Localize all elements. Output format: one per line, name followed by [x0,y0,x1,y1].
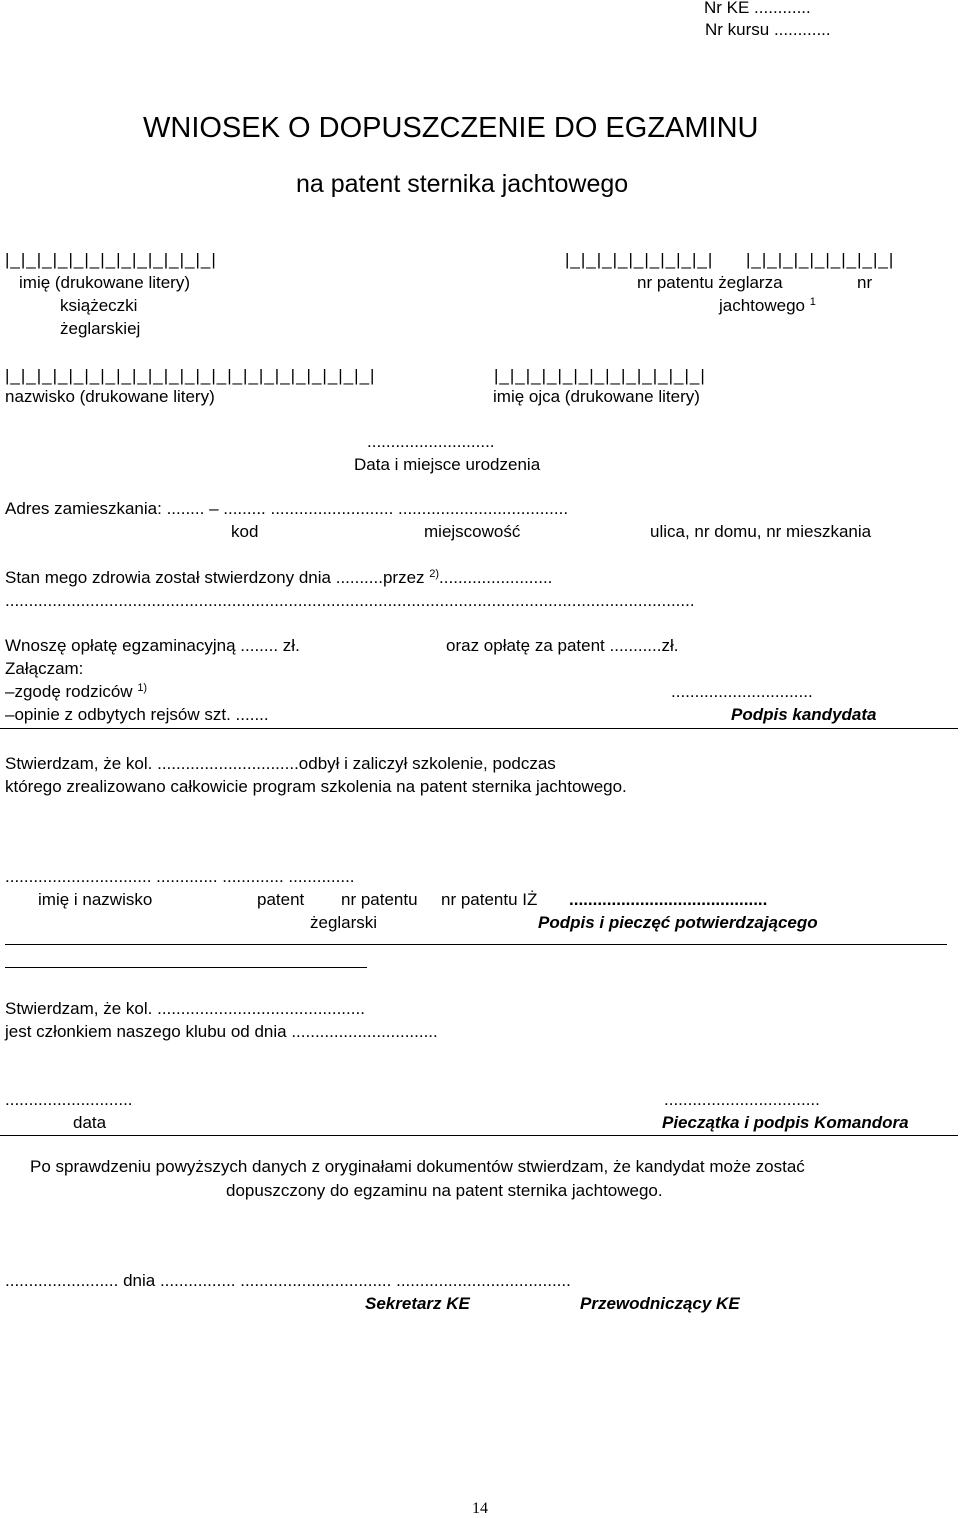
podpis-kandydata: Podpis kandydata [731,705,877,724]
club-line-1: Stwierdzam, że kol. ............................................ [5,999,365,1018]
health-line: Stan mego zdrowia został stwierdzony dnia ..........przez $^{2)}$........................ [5,568,553,587]
sekretarz-ke: Sekretarz KE [365,1294,470,1313]
jachtowego-label: jachtowego $^1$ [719,296,816,315]
club-rule [0,1135,958,1136]
pieczatka-komandora: Pieczątka i podpis Komandora [662,1113,909,1132]
ksiazeczki-label: książeczki [60,296,138,315]
imie-nazwisko-label: imię i nazwisko [38,890,153,909]
nr-label: nr [857,273,873,292]
nazwisko-label: nazwisko (drukowane litery) [5,387,215,406]
imie-ojca-label: imię ojca (drukowane litery) [493,387,700,406]
przewodniczacy-ke: Przewodniczący KE [580,1294,740,1313]
ulica-label: ulica, nr domu, nr mieszkania [650,522,872,541]
imie-boxes: |_|_|_|_|_|_|_|_|_|_|_|_|_| [5,250,217,269]
miejscowosc-label: miejscowość [424,522,521,541]
signature-rule-1 [5,944,947,945]
patent-label: patent [257,890,305,909]
signature-rule-2 [5,967,367,968]
training-line-2: którego zrealizowano całkowicie program szkolenia na patent sternika jachtowego. [5,777,627,796]
nr-patentu-zeglarza-label: nr patentu żeglarza [637,273,783,292]
document-title: WNIOSEK O DOPUSZCZENIE DO EGZAMINU [143,112,759,144]
podpis-potwierdzajacego: Podpis i pieczęć potwierdzającego [538,913,818,932]
club-dots-right: ................................. [664,1090,820,1109]
patent-nr-boxes: |_|_|_|_|_|_|_|_|_| [565,250,714,269]
kod-label: kod [231,522,259,541]
zeglarskiej-label: żeglarskiej [60,319,141,338]
divider-rule [0,728,958,729]
nr-patentu-iz-label: nr patentu IŻ [441,890,538,909]
oplata-patent: oraz opłatę za patent ...........zł. [446,636,679,655]
final-dots-line: ........................ dnia ................ ................................ ..................................... [5,1271,571,1290]
zalaczam-label: Załączam: [5,659,84,678]
birth-label: Data i miejsce urodzenia [354,455,541,474]
kandydat-sig-dots: .............................. [671,682,813,701]
footnote-1: 1 [809,296,816,308]
training-line-1: Stwierdzam, że kol. ..............................odbył i zaliczył szkolenie, podczas [5,754,556,773]
potwierdzajacy-sig-dots: .......................................... [569,890,768,909]
data-label: data [73,1113,107,1132]
ksiazeczka-nr-boxes: |_|_|_|_|_|_|_|_|_| [746,250,895,269]
document-subtitle: na patent sternika jachtowego [296,170,629,198]
nazwisko-boxes: |_|_|_|_|_|_|_|_|_|_|_|_|_|_|_|_|_|_|_|_|_|_|_| [5,366,376,385]
page-number: 14 [472,1500,488,1517]
health-dots-line: .................................................................................................................................................. [5,591,695,610]
zeglarski-label: żeglarski [310,913,378,932]
verification-line-1: Po sprawdzeniu powyższych danych z oryginałami dokumentów stwierdzam, że kandydat może zostać [30,1157,805,1176]
address-line: Adres zamieszkania: ........ – ......... .......................... .................................... [5,499,569,518]
training-dots: ............................... ............. ............. .............. [5,867,355,886]
club-dots-left: ........................... [5,1090,133,1109]
oplata-egzaminacyjna: Wnoszę opłatę egzaminacyjną ........ zł. [5,636,300,655]
zgode-rodzicow: –zgodę rodziców $^{1)}$ [5,682,148,701]
nr-kursu-field: Nr kursu ............ [705,20,831,39]
opinie-rejsow: –opinie z odbytych rejsów szt. ....... [5,705,269,724]
club-line-2: jest członkiem naszego klubu od dnia ............................... [5,1022,438,1041]
imie-ojca-boxes: |_|_|_|_|_|_|_|_|_|_|_|_|_| [494,366,706,385]
imie-label: imię (drukowane litery) [19,273,190,292]
birth-dots: ........................... [367,432,495,451]
verification-line-2: dopuszczony do egzaminu na patent sternika jachtowego. [226,1181,663,1200]
nr-ke-field: Nr KE ............ [704,0,811,17]
nr-patentu-label: nr patentu [341,890,418,909]
